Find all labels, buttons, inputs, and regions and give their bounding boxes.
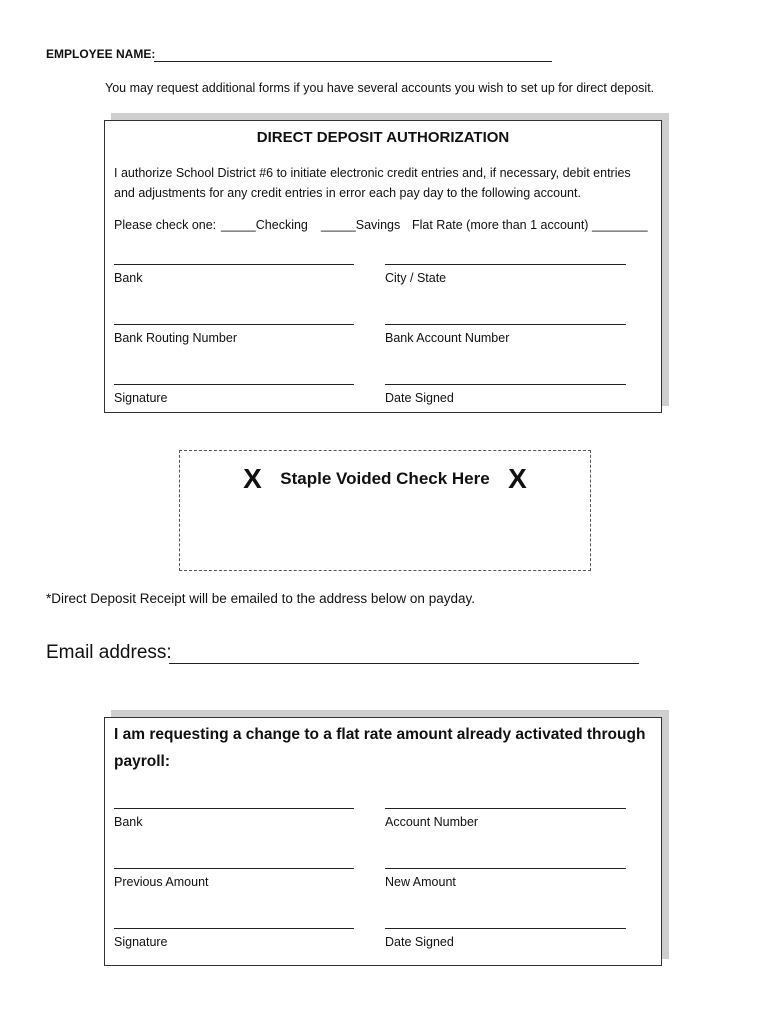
receipt-note: *Direct Deposit Receipt will be emailed to the address below on payday.	[46, 591, 475, 606]
email-line[interactable]	[169, 663, 639, 664]
date-signed-line[interactable]	[385, 384, 626, 385]
change-heading-line1: I am requesting a change to a flat rate amount already activated through	[114, 726, 646, 743]
account-line[interactable]	[385, 324, 626, 325]
previous-amount-label: Previous Amount	[114, 875, 209, 889]
flat-rate-option[interactable]: Flat Rate (more than 1 account) ________	[412, 218, 648, 232]
authorization-box	[104, 120, 662, 413]
staple-check-area	[179, 450, 591, 571]
account-label: Bank Account Number	[385, 331, 510, 345]
employee-name-line[interactable]	[154, 61, 552, 62]
new-amount-label: New Amount	[385, 875, 456, 889]
signature-label: Signature	[114, 391, 168, 405]
change-bank-line[interactable]	[114, 808, 354, 809]
email-label: Email address:	[46, 642, 172, 663]
change-bank-label: Bank	[114, 815, 143, 829]
savings-option[interactable]: _____Savings	[321, 218, 401, 232]
change-date-label: Date Signed	[385, 935, 454, 949]
authorization-text-line1: I authorize School District #6 to initiate electronic credit entries and, if necessary, debit entries	[114, 166, 631, 180]
change-account-line[interactable]	[385, 808, 626, 809]
change-request-box	[104, 717, 662, 966]
signature-line[interactable]	[114, 384, 354, 385]
city-state-label: City / State	[385, 271, 447, 285]
checking-option[interactable]: _____Checking	[221, 218, 308, 232]
x-mark-left: X	[243, 463, 262, 494]
date-signed-label: Date Signed	[385, 391, 454, 405]
check-prompt: Please check one:	[114, 218, 217, 232]
city-state-line[interactable]	[385, 264, 626, 265]
authorization-title: DIRECT DEPOSIT AUTHORIZATION	[256, 129, 510, 146]
routing-label: Bank Routing Number	[114, 331, 237, 345]
new-amount-line[interactable]	[385, 868, 626, 869]
staple-row	[180, 463, 590, 495]
change-signature-label: Signature	[114, 935, 168, 949]
change-account-label: Account Number	[385, 815, 479, 829]
intro-text: You may request additional forms if you have several accounts you wish to set up for direct deposit.	[105, 81, 655, 95]
x-mark-right: X	[508, 463, 527, 494]
change-date-line[interactable]	[385, 928, 626, 929]
routing-line[interactable]	[114, 324, 354, 325]
previous-amount-line[interactable]	[114, 868, 354, 869]
change-signature-line[interactable]	[114, 928, 354, 929]
change-heading-line2: payroll:	[114, 753, 170, 770]
bank-line[interactable]	[114, 264, 354, 265]
bank-label: Bank	[114, 271, 143, 285]
employee-name-label: EMPLOYEE NAME:	[46, 47, 156, 61]
staple-label: Staple Voided Check Here	[280, 469, 490, 488]
authorization-text-line2: and adjustments for any credit entries in error each pay day to the following account.	[114, 186, 581, 200]
